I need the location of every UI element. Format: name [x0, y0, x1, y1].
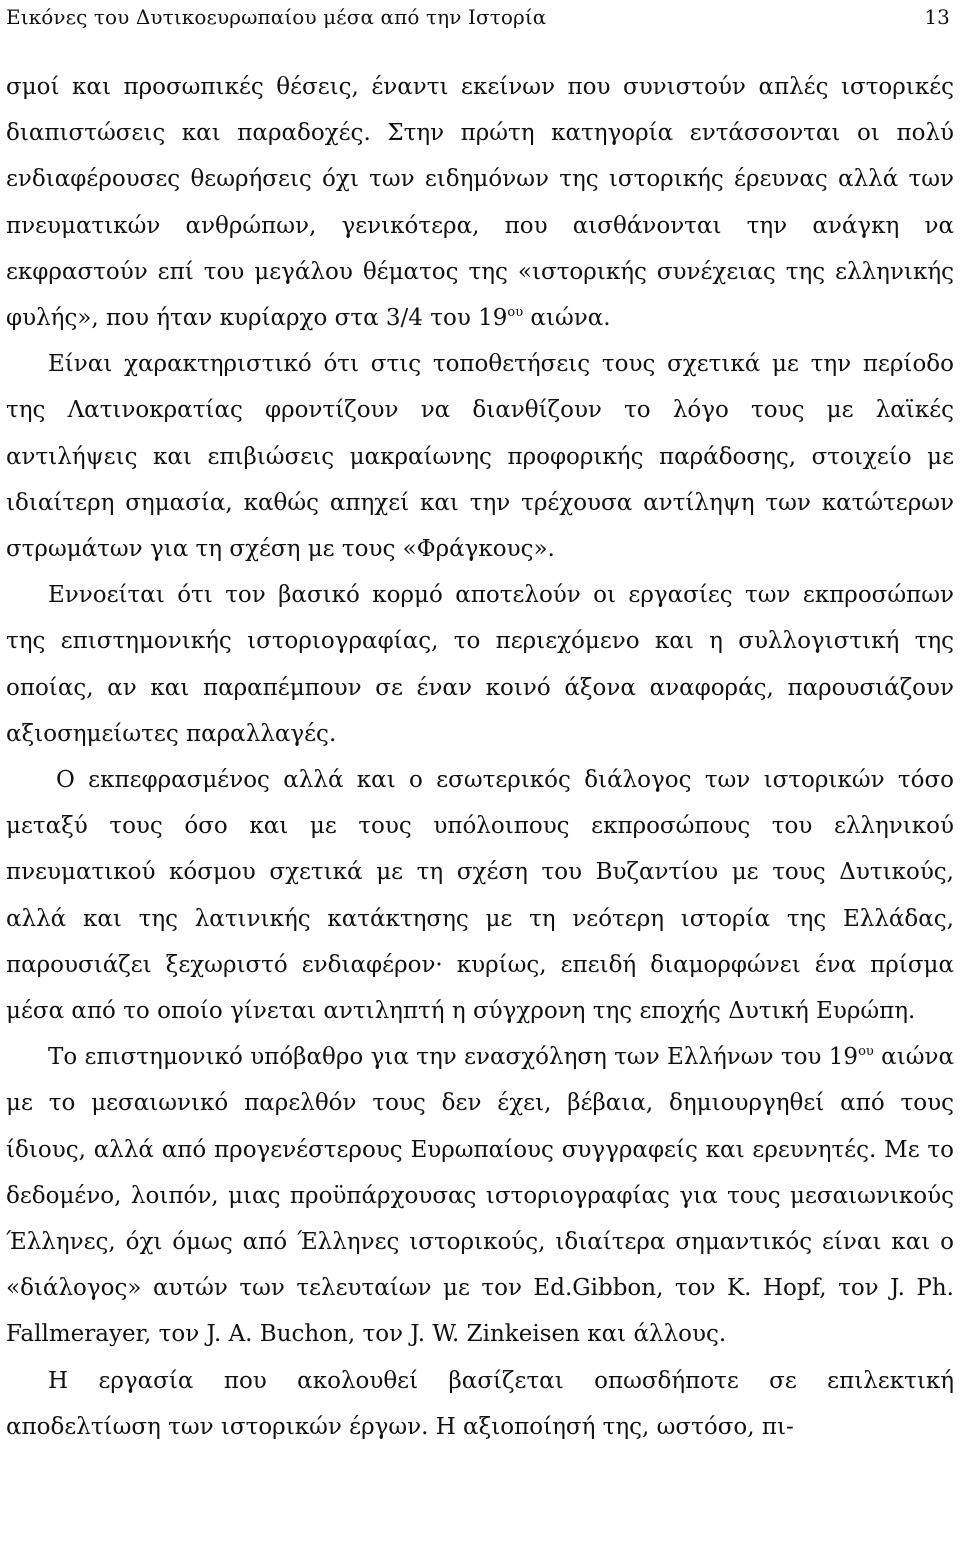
paragraph-text: αιώνα με το μεσαιωνικό παρελθόν τους δεν έχει, βέβαια, δημιουργηθεί από τους ίδιους, αλλά από προγενέστερους Ευρωπαίους συγγραφείς και ερευνητές. Με το δεδομένο, λοιπόν, μιας προϋπάρχουσας ιστοριογραφίας για τους μεσαιωνικούς Έλληνες, όχι όμως από Έλληνες ιστορικούς, ιδιαίτερα σημαντικός είναι και ο «διάλογος» αυτών των τελευταίων με τον Ed.Gibbon, τον K. Hopf, τον J. Ph. Fallmerayer, τον J. A. Buchon, τον J. W. Zinkeisen και άλλους.	[6, 1044, 954, 1348]
page-number: 13	[924, 5, 950, 29]
paragraph-text: σμοί και προσωπικές θέσεις, έναντι εκείνων που συνιστούν απλές ιστορικές διαπιστώσεις και παραδοχές. Στην πρώτη κατηγορία εντάσσονται οι πολύ ενδιαφέρουσες θεωρήσεις όχι των ειδημόνων της ιστορικής έρευνας αλλά των πνευματικών ανθρώπων, γενικότερα, που αισθάνονται την ανάγκη να εκφραστούν επί του μεγάλου θέματος της «ιστορικής συνέχειας της ελληνικής φυλής», που ήταν κυρίαρχο στα 3/4 του 19	[6, 74, 954, 332]
paragraph	[6, 1034, 954, 1357]
paragraph-text: αιώνα.	[523, 305, 611, 332]
body-text	[6, 64, 954, 1450]
running-header	[6, 0, 954, 36]
superscript: ου	[858, 1044, 874, 1060]
paragraph: Είναι χαρακτηριστικό ότι στις τοποθετήσεις τους σχετικά με την περίοδο της Λατινοκρατίας φροντίζουν να διανθίζουν το λόγο τους με λαϊκές αντιλήψεις και επιβιώσεις μακραίωνης προφορικής παράδοσης, στοιχείο με ιδιαίτερη σημασία, καθώς απηχεί και την τρέχουσα αντίληψη των κατώτερων στρωμάτων για τη σχέση με τους «Φράγκους».	[6, 351, 954, 563]
paragraph: Η εργασία που ακολουθεί βασίζεται οπωσδήποτε σε επιλεκτική αποδελτίωση των ιστορικών έργων. Η αξιοποίησή της, ωστόσο, πι-	[6, 1367, 954, 1440]
paragraph: Εννοείται ότι τον βασικό κορμό αποτελούν οι εργασίες των εκπροσώπων της επιστημονικής ιστοριογραφίας, το περιεχόμενο και η συλλογιστική της οποίας, αν και παραπέμπουν σε έναν κοινό άξονα αναφοράς, παρουσιάζουν αξιοσημείωτες παραλλαγές.	[6, 582, 954, 747]
paragraph-continued	[6, 64, 954, 341]
running-title: Εικόνες του Δυτικοευρωπαίου μέσα από την Ιστορία	[6, 5, 547, 29]
paragraph: Ο εκπεφρασμένος αλλά και ο εσωτερικός διάλογος των ιστορικών τόσο μεταξύ τους όσο και με τους υπόλοιπους εκπροσώπους του ελληνικού πνευματικού κόσμου σχετικά με τη σχέση του Βυζαντίου με τους Δυτικούς, αλλά και της λατινικής κατάκτησης με τη νεότερη ιστορία της Ελλάδας, παρουσιάζει ξεχωριστό ενδιαφέρον· κυρίως, επειδή διαμορφώνει ένα πρίσμα μέσα από το οποίο γίνεται αντιληπτή η σύγχρονη της εποχής Δυτική Ευρώπη.	[6, 767, 954, 1025]
paragraph-text: Το επιστημονικό υπόβαθρο για την ενασχόληση των Ελλήνων του 19	[48, 1044, 859, 1071]
superscript: ου	[507, 305, 524, 321]
